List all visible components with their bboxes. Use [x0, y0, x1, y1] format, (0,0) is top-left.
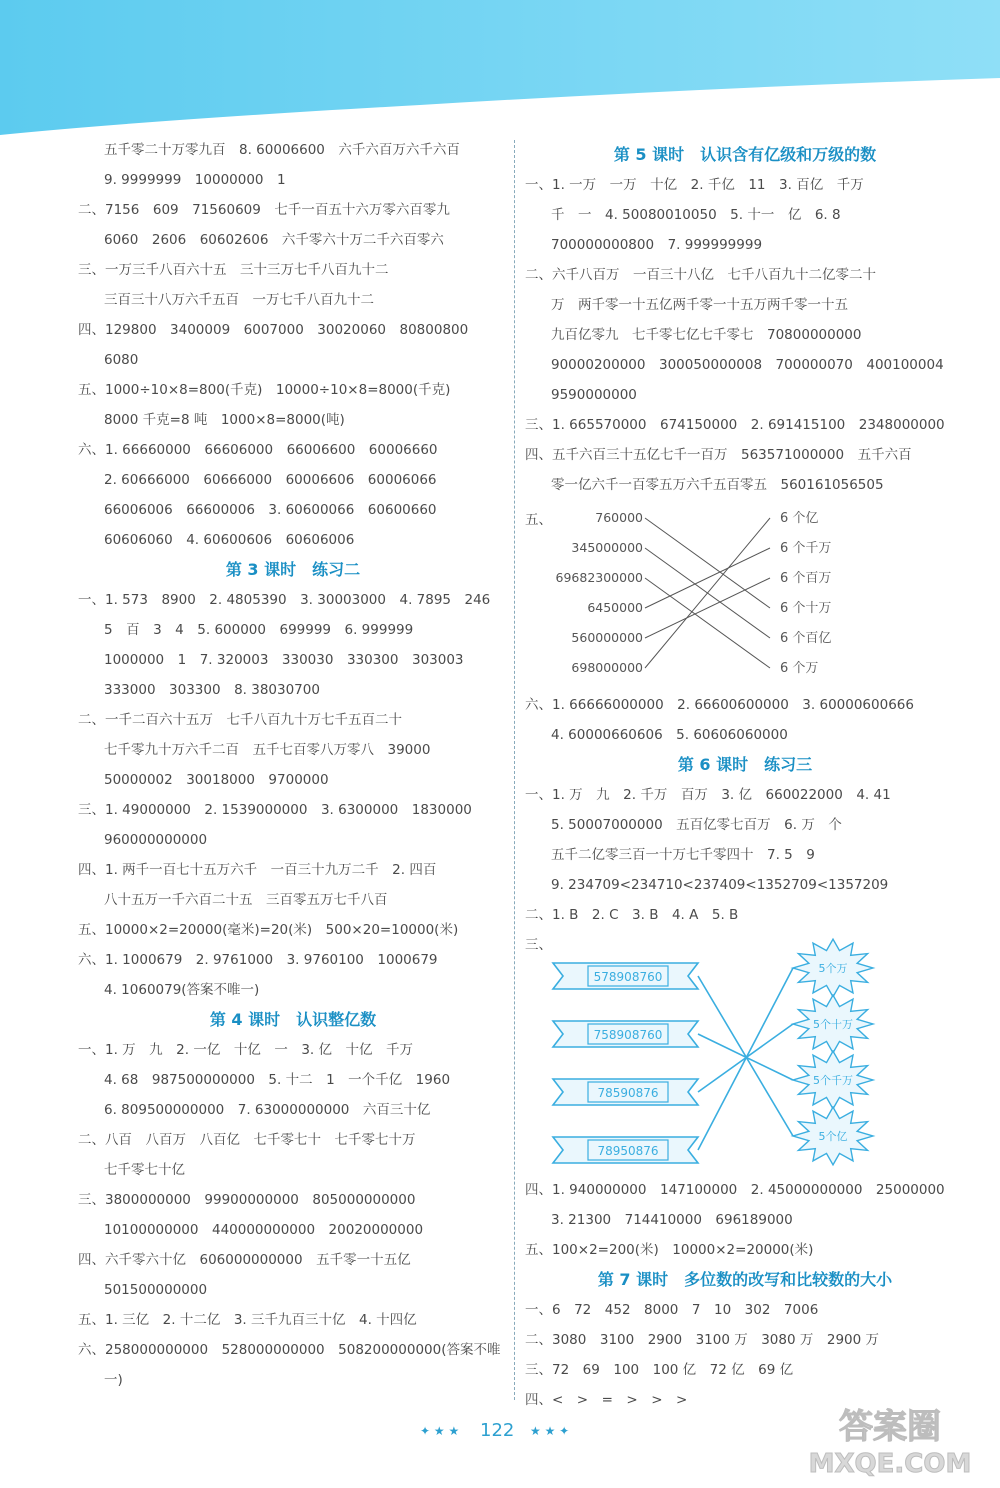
answer-line: 四、1. 940000000 147100000 2. 45000000000 25000000 [525, 1182, 945, 1198]
answer-line: 六、1. 66660000 66606000 66006600 60006660 [78, 442, 438, 458]
star-burst [793, 939, 873, 997]
question-label: 五、 [525, 512, 552, 528]
answer-line: 333000 303300 8. 38030700 [104, 682, 320, 698]
answer-line: 五千二亿零三百一十万七千零四十 7. 5 9 [551, 847, 815, 863]
lesson-heading: 第 5 课时 认识含有亿级和万级的数 [613, 145, 877, 164]
answer-line: 一、1. 一万 一万 十亿 2. 千亿 11 3. 百亿 千万 [525, 177, 864, 193]
match-link [645, 548, 770, 608]
answer-line: 六、258000000000 528000000000 508200000000(答案不唯 [78, 1342, 501, 1358]
answer-line: 千 一 4. 50080010050 5. 十一 亿 6. 8 [551, 207, 841, 223]
header-banner [0, 0, 1000, 140]
match-link [645, 518, 770, 608]
answer-line: 六、1. 66666000000 2. 66600600000 3. 60000600666 [525, 697, 914, 713]
answer-line: 一、1. 万 九 2. 千万 百万 3. 亿 660022000 4. 41 [525, 787, 891, 803]
answer-line: 五、10000×2=20000(毫米)=20(米) 500×20=10000(米) [78, 922, 459, 938]
answer-line: 七千零九十万六千二百 五千七百零八万零八 39000 [104, 742, 431, 758]
answer-line: 3. 21300 714410000 696189000 [551, 1212, 793, 1228]
match-right-item: 6 个千万 [780, 541, 832, 556]
answer-line: 5 百 3 4 5. 600000 699999 6. 999999 [104, 622, 414, 638]
answer-line: 三、1. 49000000 2. 1539000000 3. 6300000 1830000 [78, 802, 472, 818]
svg-text:78950876: 78950876 [597, 1144, 659, 1158]
answer-line: 一、1. 573 8900 2. 4805390 3. 30003000 4. 7895 246 [78, 592, 491, 608]
answer-line: 三、72 69 100 100 亿 72 亿 69 亿 [525, 1362, 794, 1378]
answer-line: 一、6 72 452 8000 7 10 302 7006 [525, 1302, 819, 1318]
answer-line: 10100000000 440000000000 20020000000 [104, 1222, 424, 1238]
answer-line: 一、1. 万 九 2. 一亿 十亿 一 3. 亿 十亿 千万 [78, 1042, 414, 1058]
answer-line: 二、一千二百六十五万 七千八百九十万七千五百二十 [78, 712, 402, 728]
answer-line: 四、< > = > > > [525, 1392, 688, 1408]
match-right-item: 6 个万 [780, 661, 819, 676]
star-burst [793, 1107, 873, 1165]
answer-line: 60606060 4. 60600606 60606006 [104, 532, 355, 548]
answer-line: 四、129800 3400009 6007000 30020060 80800800 [78, 322, 469, 338]
svg-text:5个十万: 5个十万 [813, 1018, 853, 1031]
answer-line: 二、1. B 2. C 3. B 4. A 5. B [525, 907, 739, 923]
lesson-heading: 第 4 课时 认识整亿数 [209, 1010, 377, 1029]
match-left-item: 6450000 [587, 600, 643, 615]
svg-text:MXQE.COM: MXQE.COM [808, 1449, 972, 1479]
svg-text:5个千万: 5个千万 [813, 1074, 853, 1087]
matching-diagram-five [555, 508, 865, 688]
match-right-item: 6 个百万 [780, 571, 832, 586]
match-link [698, 968, 793, 1150]
answer-line: 700000000800 7. 999999999 [551, 237, 763, 253]
answer-line: 七千零七十亿 [104, 1162, 185, 1178]
answer-line: 万 两千零一十五亿两千零一十五万两千零一十五 [551, 297, 848, 313]
answer-line: 五千零二十万零九百 8. 60006600 六千六百万六千六百 [104, 142, 460, 158]
answer-line: 二、六千八百万 一百三十八亿 七千八百九十二亿零二十 [525, 267, 876, 283]
answer-line: 6. 809500000000 7. 63000000000 六百三十亿 [104, 1102, 431, 1118]
answer-line: 三百三十八万六千五百 一万七千八百九十二 [104, 292, 374, 308]
answer-line: 八十五万一千六百二十五 三百零五万七千八百 [104, 892, 388, 908]
answer-line: 五、100×2=200(米) 10000×2=20000(米) [525, 1242, 814, 1258]
match-link [645, 518, 770, 668]
match-right-item: 6 个百亿 [780, 631, 832, 646]
ribbon-number [553, 963, 698, 989]
answer-line: 三、 [525, 937, 552, 953]
match-left-item: 760000 [595, 510, 643, 525]
match-left-item: 69682300000 [555, 570, 643, 585]
svg-text:758908760: 758908760 [593, 1028, 663, 1042]
answer-line: 50000002 30018000 9700000 [104, 772, 329, 788]
match-link [698, 1034, 793, 1080]
answer-line: 五、1. 三亿 2. 十二亿 3. 三千九百三十亿 4. 十四亿 [78, 1312, 417, 1328]
answer-line: 四、六千零六十亿 606000000000 五千零一十五亿 [78, 1252, 411, 1268]
answer-line: 4. 1060079(答案不唯一) [104, 982, 260, 998]
svg-text:答案圈: 答案圈 [839, 1407, 941, 1447]
page-number: 122 [480, 1420, 515, 1441]
match-left-item: 698000000 [571, 660, 643, 675]
lesson-heading: 第 6 课时 练习三 [677, 755, 813, 774]
star-burst [793, 1051, 873, 1109]
lesson-heading: 第 3 课时 练习二 [225, 560, 361, 579]
answer-line: 9. 234709<234710<237409<1352709<1357209 [551, 877, 889, 893]
answer-line: 8000 千克=8 吨 1000×8=8000(吨) [104, 412, 345, 428]
answer-line: 2. 60666000 60666000 60006606 60006066 [104, 472, 437, 488]
match-left-item: 560000000 [571, 630, 643, 645]
svg-text:5个亿: 5个亿 [818, 1130, 848, 1143]
svg-text:78590876: 78590876 [597, 1086, 659, 1100]
match-link [698, 976, 793, 1136]
answer-line: 二、3080 3100 2900 3100 万 3080 万 2900 万 [525, 1332, 880, 1348]
answer-line: 三、一万三千八百六十五 三十三万七千八百九十二 [78, 262, 389, 278]
match-link [645, 578, 770, 668]
answer-line: 9. 9999999 10000000 1 [104, 172, 286, 188]
answer-line: 六、1. 1000679 2. 9761000 3. 9760100 1000679 [78, 952, 438, 968]
answer-line: 九百亿零九 七千零七亿七千零七 70800000000 [551, 327, 862, 343]
answer-line: 960000000000 [104, 832, 208, 848]
answer-line: 三、3800000000 99900000000 805000000000 [78, 1192, 416, 1208]
watermark-logo [790, 1400, 990, 1480]
answer-line: 二、八百 八百万 八百亿 七千零七十 七千零七十万 [78, 1132, 416, 1148]
answer-line: 6060 2606 60602606 六千零六十万二千六百零六 [104, 232, 444, 248]
answer-line: 90000200000 300050000008 700000070 400100004 [551, 357, 944, 373]
match-link [645, 578, 770, 638]
answer-line: 五、1000÷10×8=800(千克) 10000÷10×8=8000(千克) [78, 382, 451, 398]
answer-line: 9590000000 [551, 387, 637, 403]
answer-line: 四、五千六百三十五亿七千一百万 563571000000 五千六百 [525, 447, 912, 463]
answer-line: 501500000000 [104, 1282, 208, 1298]
answer-line: 三、1. 665570000 674150000 2. 691415100 2348000000 [525, 417, 945, 433]
ribbon-number [553, 1079, 698, 1105]
column-divider [514, 140, 515, 1400]
answer-line: 5. 50007000000 五百亿零七百万 6. 万 个 [551, 817, 842, 833]
match-left-item: 345000000 [571, 540, 643, 555]
answer-line: 二、7156 609 71560609 七千一百五十六万零六百零九 [78, 202, 450, 218]
svg-text:578908760: 578908760 [593, 970, 663, 984]
ribbon-number [553, 1137, 698, 1163]
matching-diagram-stars [548, 948, 898, 1158]
lesson-heading: 第 7 课时 多位数的改写和比较数的大小 [597, 1270, 893, 1289]
answer-line: 一) [104, 1372, 123, 1388]
answer-line: 6080 [104, 352, 139, 368]
page-decoration-left: ✦ ★ ★ [420, 1424, 460, 1438]
ribbon-number [553, 1021, 698, 1047]
page-decoration-right: ★ ★ ✦ [530, 1424, 570, 1438]
answer-line: 零一亿六千一百零五万六千五百零五 560161056505 [551, 477, 884, 493]
svg-text:5个万: 5个万 [818, 962, 848, 975]
match-right-item: 6 个亿 [780, 511, 819, 526]
answer-line: 66006006 66600006 3. 60600066 60600660 [104, 502, 437, 518]
match-right-item: 6 个十万 [780, 601, 832, 616]
answer-line: 4. 60000660606 5. 60606060000 [551, 727, 788, 743]
answer-line: 四、1. 两千一百七十五万六千 一百三十九万二千 2. 四百 [78, 862, 437, 878]
answer-line: 1000000 1 7. 320003 330030 330300 303003 [104, 652, 464, 668]
answer-line: 4. 68 987500000000 5. 十二 1 一个千亿 1960 [104, 1072, 451, 1088]
star-burst [793, 995, 873, 1053]
